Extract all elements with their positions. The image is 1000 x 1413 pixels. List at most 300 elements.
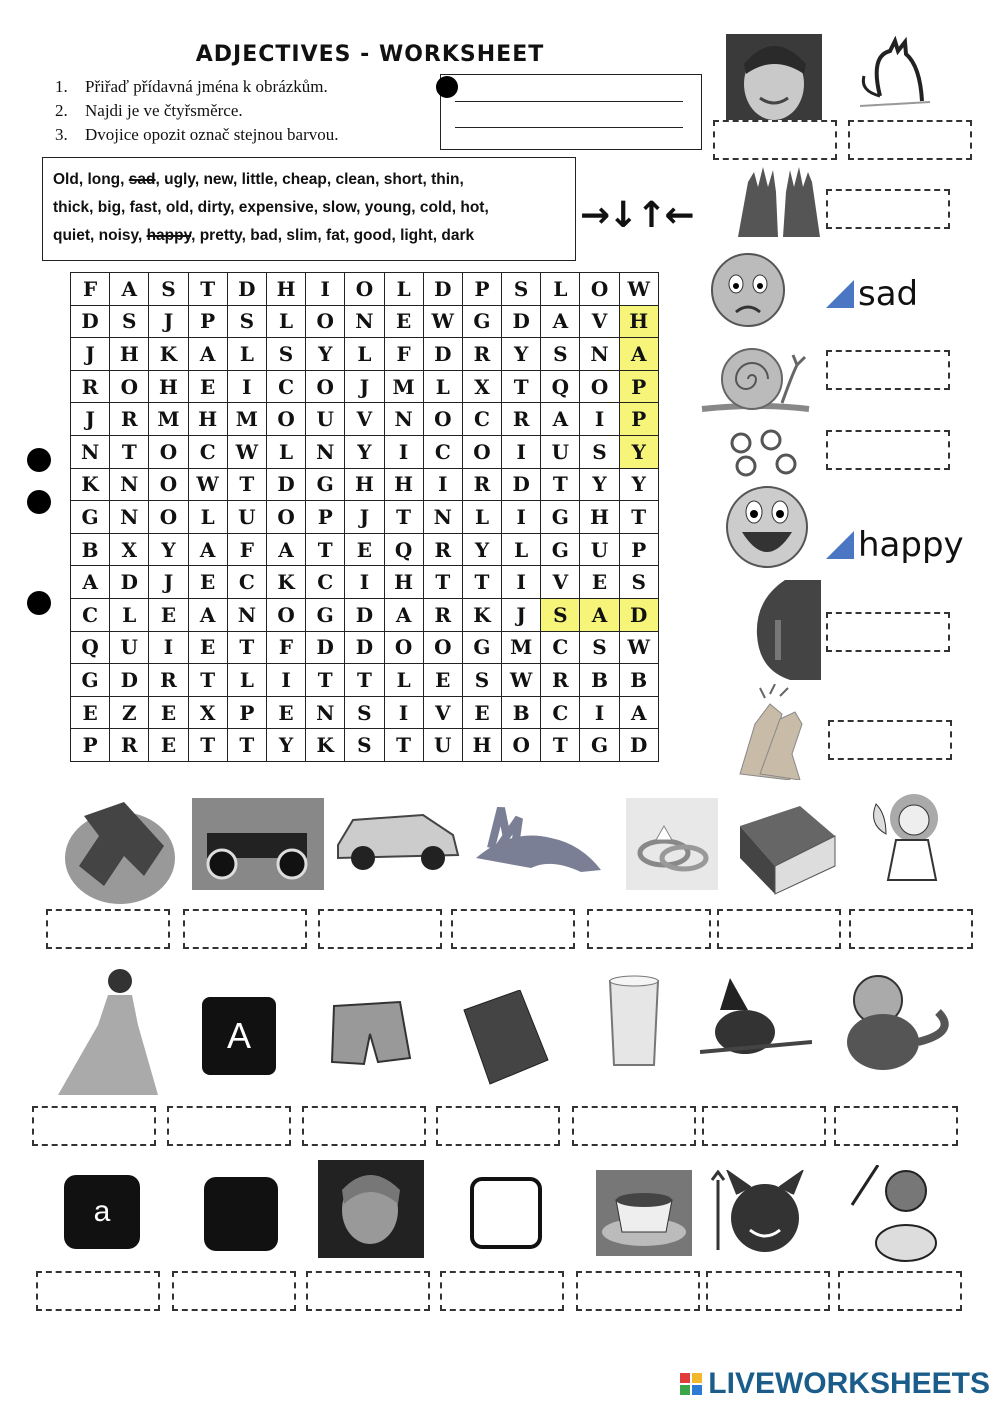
grid-cell[interactable]: O [580, 370, 619, 403]
grid-cell[interactable]: E [71, 696, 110, 729]
grid-cell[interactable]: D [227, 273, 266, 306]
grid-cell[interactable]: R [71, 370, 110, 403]
grid-cell[interactable]: R [423, 598, 462, 631]
grid-cell[interactable]: R [149, 664, 188, 697]
grid-cell[interactable]: I [423, 468, 462, 501]
glass-of-water-picture [606, 975, 662, 1069]
grid-cell[interactable]: L [384, 273, 423, 306]
grid-cell[interactable]: R [110, 403, 149, 436]
grid-cell[interactable]: Q [541, 370, 580, 403]
answer-box[interactable] [172, 1271, 296, 1311]
grid-cell[interactable]: O [149, 468, 188, 501]
quiet-woman-picture [745, 580, 821, 680]
grid-cell[interactable]: N [345, 305, 384, 338]
grid-cell[interactable]: C [306, 566, 345, 599]
grid-cell[interactable]: D [110, 664, 149, 697]
grid-cell[interactable]: I [384, 435, 423, 468]
grid-cell[interactable]: R [462, 338, 501, 371]
thin-book-picture [460, 990, 550, 1086]
grid-cell[interactable]: G [580, 729, 619, 762]
grid-cell[interactable]: M [149, 403, 188, 436]
grid-cell[interactable]: N [306, 696, 345, 729]
word-search-grid[interactable] [70, 272, 659, 762]
grid-cell[interactable]: B [71, 533, 110, 566]
grid-cell[interactable]: I [384, 696, 423, 729]
grid-cell[interactable]: H [384, 468, 423, 501]
grid-cell[interactable]: U [423, 729, 462, 762]
grid-cell[interactable]: Y [266, 729, 305, 762]
grid-cell[interactable]: T [227, 631, 266, 664]
grid-row [71, 468, 659, 501]
grid-cell[interactable]: E [384, 305, 423, 338]
grid-cell[interactable]: D [345, 631, 384, 664]
grid-cell[interactable]: D [619, 598, 658, 631]
instruction-text: Dvojice opozit označ stejnou barvou. [85, 125, 339, 144]
grid-cell[interactable]: K [71, 468, 110, 501]
grid-cell[interactable]: Y [306, 338, 345, 371]
grid-cell[interactable]: D [619, 729, 658, 762]
grid-cell[interactable]: T [306, 533, 345, 566]
grid-cell[interactable]: T [619, 501, 658, 534]
grid-cell[interactable]: E [423, 664, 462, 697]
grid-cell[interactable]: O [345, 273, 384, 306]
grid-cell[interactable]: U [110, 631, 149, 664]
answer-box[interactable] [849, 909, 973, 949]
grid-cell[interactable]: S [580, 435, 619, 468]
grid-cell[interactable]: T [188, 729, 227, 762]
snail-picture [697, 345, 817, 417]
grid-cell[interactable]: L [227, 664, 266, 697]
grid-cell[interactable]: T [502, 370, 541, 403]
word-bank-line [53, 222, 565, 250]
expensive-rings-picture [626, 798, 718, 890]
grid-cell[interactable]: W [502, 664, 541, 697]
grid-cell[interactable]: S [502, 273, 541, 306]
answer-box[interactable] [167, 1106, 291, 1146]
grid-cell[interactable]: W [188, 468, 227, 501]
grid-cell[interactable]: S [619, 566, 658, 599]
grid-cell[interactable]: S [266, 338, 305, 371]
grid-cell[interactable]: L [423, 370, 462, 403]
grid-cell[interactable]: U [306, 403, 345, 436]
white-square-picture [470, 1177, 542, 1249]
grid-cell[interactable]: J [345, 370, 384, 403]
answer-box[interactable] [826, 350, 950, 390]
grid-cell[interactable]: A [541, 403, 580, 436]
grid-cell[interactable]: G [71, 501, 110, 534]
grid-cell[interactable]: V [345, 403, 384, 436]
grid-cell[interactable]: K [149, 338, 188, 371]
capital-letter-tile: A [202, 997, 276, 1075]
grid-cell[interactable]: W [227, 435, 266, 468]
grid-cell[interactable]: N [580, 338, 619, 371]
grid-cell[interactable]: A [619, 338, 658, 371]
grid-row [71, 664, 659, 697]
grid-cell[interactable]: B [580, 664, 619, 697]
name-dot-marker [436, 76, 458, 98]
grid-cell[interactable]: N [384, 403, 423, 436]
grid-cell[interactable]: P [227, 696, 266, 729]
grid-cell[interactable]: W [423, 305, 462, 338]
grid-cell[interactable]: I [227, 370, 266, 403]
shorts-picture [330, 1000, 412, 1068]
grid-row [71, 501, 659, 534]
grid-cell[interactable]: S [149, 273, 188, 306]
grid-cell[interactable]: E [345, 533, 384, 566]
grid-cell[interactable]: I [306, 273, 345, 306]
struck-word: sad [128, 171, 156, 188]
grid-cell[interactable]: F [266, 631, 305, 664]
grid-cell[interactable]: T [384, 729, 423, 762]
grid-cell[interactable]: O [266, 501, 305, 534]
answer-text: sad [858, 274, 919, 314]
grid-cell[interactable]: T [110, 435, 149, 468]
grid-cell[interactable]: O [149, 501, 188, 534]
answer-box[interactable] [183, 909, 307, 949]
grid-cell[interactable]: T [384, 501, 423, 534]
grid-cell[interactable]: C [541, 631, 580, 664]
grid-cell[interactable]: D [110, 566, 149, 599]
grid-cell[interactable]: G [541, 533, 580, 566]
grid-cell[interactable]: O [266, 598, 305, 631]
grid-cell[interactable]: O [149, 435, 188, 468]
answer-box-sad[interactable] [826, 274, 950, 314]
answer-marker-icon [826, 531, 854, 559]
grid-cell[interactable]: G [462, 631, 501, 664]
instruction-item [55, 75, 339, 99]
grid-cell[interactable]: X [110, 533, 149, 566]
grid-cell[interactable]: J [71, 403, 110, 436]
grid-cell[interactable]: H [188, 403, 227, 436]
grid-cell[interactable]: T [306, 664, 345, 697]
grid-cell[interactable]: C [227, 566, 266, 599]
grid-cell[interactable]: F [227, 533, 266, 566]
answer-box-happy[interactable] [826, 525, 964, 565]
answer-box[interactable] [702, 1106, 826, 1146]
grid-cell[interactable]: H [345, 468, 384, 501]
grid-cell[interactable]: M [227, 403, 266, 436]
grid-cell[interactable]: I [149, 631, 188, 664]
grid-row [71, 729, 659, 762]
grid-cell[interactable]: D [306, 631, 345, 664]
grid-cell[interactable]: A [110, 273, 149, 306]
grid-cell[interactable]: R [423, 533, 462, 566]
answer-box[interactable] [706, 1271, 830, 1311]
grid-cell[interactable]: S [541, 338, 580, 371]
answer-box[interactable] [302, 1106, 426, 1146]
grid-cell[interactable]: H [619, 305, 658, 338]
grid-cell[interactable]: T [227, 468, 266, 501]
answer-box[interactable] [826, 189, 950, 229]
grid-cell[interactable]: Y [345, 435, 384, 468]
grid-cell[interactable]: G [541, 501, 580, 534]
grid-cell[interactable]: M [502, 631, 541, 664]
grid-cell[interactable]: C [462, 403, 501, 436]
grid-cell[interactable]: X [188, 696, 227, 729]
grid-cell[interactable]: A [188, 598, 227, 631]
grid-cell[interactable]: I [580, 403, 619, 436]
grid-cell[interactable]: N [71, 435, 110, 468]
grid-cell[interactable]: O [423, 631, 462, 664]
grid-cell[interactable]: D [502, 468, 541, 501]
answer-box[interactable] [826, 612, 950, 652]
grid-cell[interactable]: E [188, 566, 227, 599]
grid-cell[interactable]: W [619, 631, 658, 664]
grid-cell[interactable]: O [580, 273, 619, 306]
grid-cell[interactable]: Q [71, 631, 110, 664]
word-bank [42, 157, 576, 261]
word-bank-line: thick, big, fast, old, dirty, expensive, slow, young, cold, hot, [53, 199, 489, 216]
grid-cell[interactable]: K [306, 729, 345, 762]
grid-cell[interactable]: S [110, 305, 149, 338]
hot-tea-picture [596, 1170, 692, 1256]
grid-cell[interactable]: G [306, 468, 345, 501]
grid-cell[interactable]: N [306, 435, 345, 468]
grid-cell[interactable]: L [110, 598, 149, 631]
grid-cell[interactable]: H [462, 729, 501, 762]
name-input-box[interactable] [440, 74, 702, 150]
witch-picture [700, 972, 812, 1072]
grid-cell[interactable]: C [71, 598, 110, 631]
grid-cell[interactable]: S [345, 729, 384, 762]
grid-cell[interactable]: H [110, 338, 149, 371]
grid-cell[interactable]: S [227, 305, 266, 338]
grid-cell[interactable]: E [188, 370, 227, 403]
grid-row [71, 305, 659, 338]
grid-cell[interactable]: A [541, 305, 580, 338]
grid-cell[interactable]: L [541, 273, 580, 306]
grid-cell[interactable]: R [541, 664, 580, 697]
grid-cell[interactable]: D [266, 468, 305, 501]
grid-cell[interactable]: L [462, 501, 501, 534]
grid-cell[interactable]: L [188, 501, 227, 534]
grid-cell[interactable]: S [580, 631, 619, 664]
answer-box[interactable] [587, 909, 711, 949]
grid-cell[interactable]: Y [580, 468, 619, 501]
grid-cell[interactable]: T [541, 468, 580, 501]
grid-cell[interactable]: P [71, 729, 110, 762]
grid-cell[interactable]: E [149, 598, 188, 631]
grid-cell[interactable]: Y [502, 338, 541, 371]
answer-box[interactable] [36, 1271, 160, 1311]
instruction-number: 1. [55, 77, 68, 96]
grid-cell[interactable]: V [423, 696, 462, 729]
grid-cell[interactable]: O [462, 435, 501, 468]
grid-cell[interactable]: W [619, 273, 658, 306]
grid-cell[interactable]: O [384, 631, 423, 664]
worksheet-title: ADJECTIVES - WORKSHEET [195, 42, 545, 67]
grid-cell[interactable]: T [188, 273, 227, 306]
grid-cell[interactable]: I [580, 696, 619, 729]
grid-cell[interactable]: T [345, 664, 384, 697]
answer-box[interactable] [46, 909, 170, 949]
answer-box[interactable] [440, 1271, 564, 1311]
grid-cell[interactable]: C [188, 435, 227, 468]
grid-cell[interactable]: L [384, 664, 423, 697]
grid-cell[interactable]: P [188, 305, 227, 338]
grid-cell[interactable]: T [462, 566, 501, 599]
grid-cell[interactable]: J [149, 566, 188, 599]
grid-cell[interactable]: C [541, 696, 580, 729]
grid-cell[interactable]: V [580, 305, 619, 338]
answer-box[interactable] [826, 430, 950, 470]
grid-cell[interactable]: L [266, 305, 305, 338]
answer-box[interactable] [318, 909, 442, 949]
grid-cell[interactable]: R [462, 468, 501, 501]
grid-cell[interactable]: V [541, 566, 580, 599]
grid-cell[interactable]: L [502, 533, 541, 566]
dot-marker [27, 448, 51, 472]
grid-cell[interactable]: H [266, 273, 305, 306]
liveworksheets-icon [680, 1373, 702, 1395]
instruction-text: Najdi je ve čtyřsměrce. [85, 101, 243, 120]
grid-cell[interactable]: D [502, 305, 541, 338]
grid-cell[interactable]: J [502, 598, 541, 631]
grid-cell[interactable]: B [619, 664, 658, 697]
grid-cell[interactable]: A [619, 696, 658, 729]
name-line [455, 101, 683, 102]
grid-cell[interactable]: A [71, 566, 110, 599]
grid-cell[interactable]: T [423, 566, 462, 599]
grid-cell[interactable]: E [149, 696, 188, 729]
grid-cell[interactable]: C [266, 370, 305, 403]
grid-cell[interactable]: G [306, 598, 345, 631]
grid-cell[interactable]: A [266, 533, 305, 566]
grid-cell[interactable]: R [502, 403, 541, 436]
grid-cell[interactable]: P [462, 273, 501, 306]
answer-box[interactable] [32, 1106, 156, 1146]
grid-cell[interactable]: S [462, 664, 501, 697]
grid-cell[interactable]: J [345, 501, 384, 534]
answer-box[interactable] [848, 120, 972, 160]
answer-box[interactable] [717, 909, 841, 949]
answer-box[interactable] [572, 1106, 696, 1146]
grid-cell[interactable]: T [227, 729, 266, 762]
grid-cell[interactable]: F [384, 338, 423, 371]
grid-cell[interactable]: F [71, 273, 110, 306]
grid-cell[interactable]: T [541, 729, 580, 762]
grid-cell[interactable]: O [306, 305, 345, 338]
instruction-number: 3. [55, 125, 68, 144]
grid-cell[interactable]: N [110, 501, 149, 534]
grid-cell[interactable]: A [580, 598, 619, 631]
grid-cell[interactable]: P [619, 370, 658, 403]
grid-cell[interactable]: J [71, 338, 110, 371]
small-letter-tile: a [64, 1175, 140, 1249]
answer-box[interactable] [576, 1271, 700, 1311]
grid-cell[interactable]: K [266, 566, 305, 599]
black-square-picture [204, 1177, 278, 1251]
grid-cell[interactable]: I [345, 566, 384, 599]
grid-cell[interactable]: D [423, 273, 462, 306]
grid-cell[interactable]: I [502, 501, 541, 534]
grid-cell[interactable]: Y [462, 533, 501, 566]
grid-cell[interactable]: M [384, 370, 423, 403]
answer-box[interactable] [838, 1271, 962, 1311]
grid-cell[interactable]: D [345, 598, 384, 631]
word-bank-text: , pretty, bad, slim, fat, good, light, dark [191, 227, 475, 244]
grid-cell[interactable]: D [423, 338, 462, 371]
grid-cell[interactable]: G [71, 664, 110, 697]
grid-cell[interactable]: E [149, 729, 188, 762]
grid-row [71, 598, 659, 631]
grid-cell[interactable]: T [188, 664, 227, 697]
grid-cell[interactable]: X [462, 370, 501, 403]
grid-cell[interactable]: P [619, 533, 658, 566]
thin-cat-picture [850, 36, 940, 112]
grid-cell[interactable]: I [502, 435, 541, 468]
grid-cell[interactable]: U [541, 435, 580, 468]
grid-cell[interactable]: Z [110, 696, 149, 729]
grid-cell[interactable]: E [462, 696, 501, 729]
grid-cell[interactable]: H [580, 501, 619, 534]
grid-cell[interactable]: P [619, 403, 658, 436]
grid-cell[interactable]: L [227, 338, 266, 371]
grid-cell[interactable]: N [227, 598, 266, 631]
grid-cell[interactable]: O [423, 403, 462, 436]
instructions-list [55, 75, 339, 147]
grid-cell[interactable]: Y [619, 435, 658, 468]
grid-cell[interactable]: E [266, 696, 305, 729]
grid-cell[interactable]: B [502, 696, 541, 729]
grid-cell[interactable]: L [345, 338, 384, 371]
grid-cell[interactable]: A [188, 533, 227, 566]
grid-cell[interactable]: N [423, 501, 462, 534]
grid-cell[interactable]: P [306, 501, 345, 534]
liveworksheets-logo [680, 1367, 990, 1401]
grid-cell[interactable]: O [110, 370, 149, 403]
grid-cell[interactable]: O [266, 403, 305, 436]
word-bank-text: , ugly, new, little, cheap, clean, short, thin, [155, 171, 464, 188]
grid-cell[interactable]: U [227, 501, 266, 534]
answer-box[interactable] [713, 120, 837, 160]
grid-cell[interactable]: K [462, 598, 501, 631]
grid-cell[interactable]: E [188, 631, 227, 664]
grid-cell[interactable]: L [266, 435, 305, 468]
grid-cell[interactable]: U [580, 533, 619, 566]
answer-box[interactable] [436, 1106, 560, 1146]
grid-cell[interactable]: Y [149, 533, 188, 566]
answer-box[interactable] [828, 720, 952, 760]
answer-box[interactable] [451, 909, 575, 949]
grid-cell[interactable]: R [110, 729, 149, 762]
grid-cell[interactable]: E [580, 566, 619, 599]
grid-cell[interactable]: G [462, 305, 501, 338]
grid-cell[interactable]: J [149, 305, 188, 338]
grid-cell[interactable]: S [345, 696, 384, 729]
grid-cell[interactable]: H [149, 370, 188, 403]
grid-cell[interactable]: H [384, 566, 423, 599]
grid-cell[interactable]: Q [384, 533, 423, 566]
grid-cell[interactable]: A [188, 338, 227, 371]
grid-row [71, 696, 659, 729]
grid-cell[interactable]: Y [619, 468, 658, 501]
grid-row [71, 566, 659, 599]
grid-cell[interactable]: I [502, 566, 541, 599]
grid-cell[interactable]: S [541, 598, 580, 631]
sad-face-icon [708, 250, 788, 330]
grid-cell[interactable]: D [71, 305, 110, 338]
grid-cell[interactable]: N [110, 468, 149, 501]
grid-cell[interactable]: I [266, 664, 305, 697]
grid-cell[interactable]: O [502, 729, 541, 762]
grid-cell[interactable]: C [423, 435, 462, 468]
fat-cat-picture [838, 972, 962, 1072]
answer-box[interactable] [306, 1271, 430, 1311]
answer-box[interactable] [834, 1106, 958, 1146]
grid-cell[interactable]: O [306, 370, 345, 403]
grid-cell[interactable]: A [384, 598, 423, 631]
